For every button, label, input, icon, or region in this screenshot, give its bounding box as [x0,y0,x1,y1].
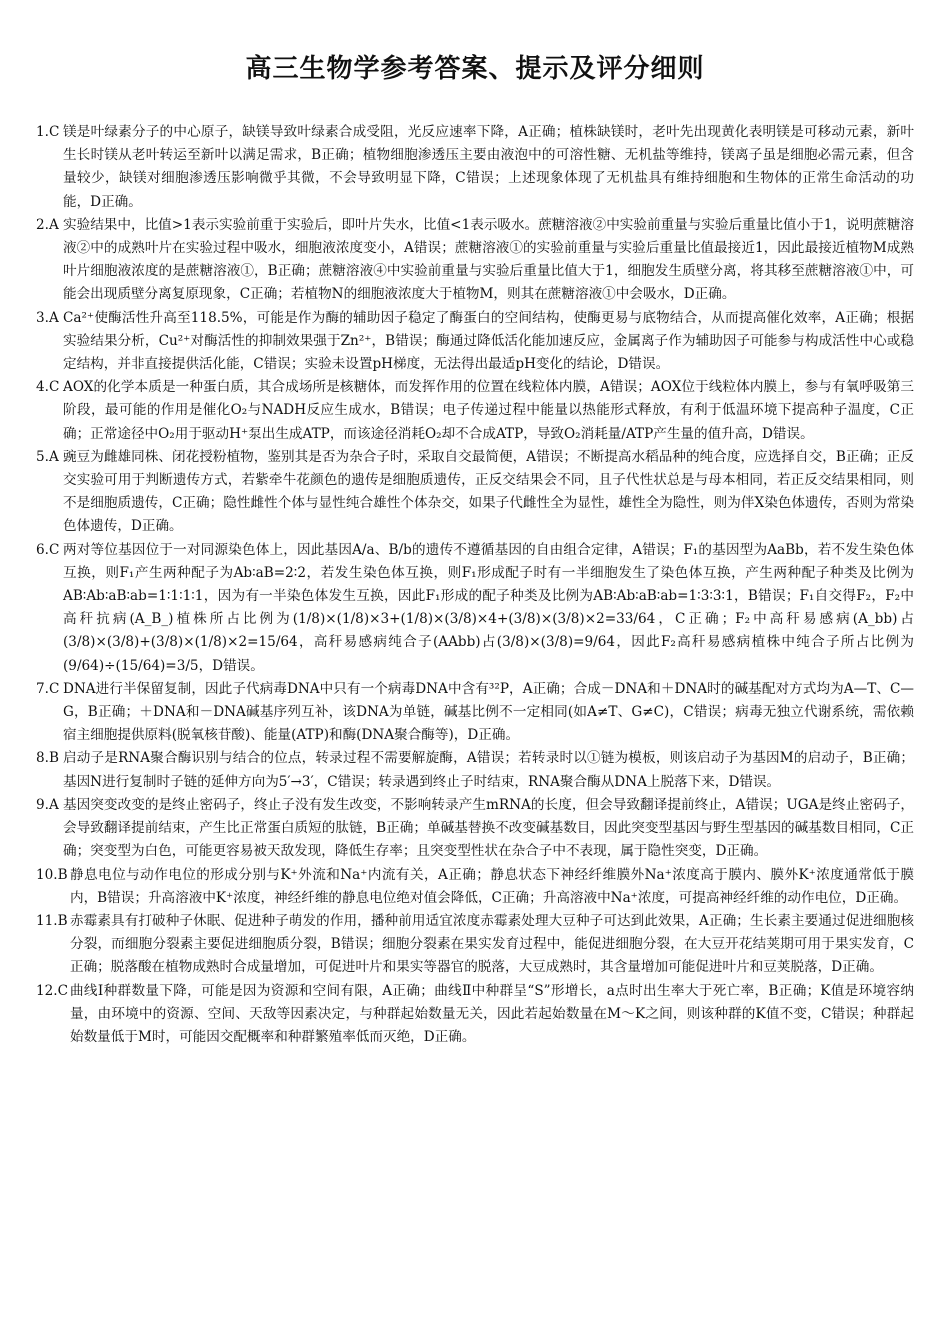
answer-item [36,794,914,864]
answer-explanation: 两对等位基因位于一对同源染色体上，因此基因A/a、B/b的遗传不遵循基因的自由组合定律，A错误；F₁的基因型为AaBb，若不发生染色体互换，则F₁产生两种配子为Ab∶aB=2∶2，若发生染色体互换，则F₁形成配子时有一半细胞发生了染色体互换，产生两种配子种类及比例为AB∶Ab∶aB∶ab=1∶1∶1∶1，因为有一半染色体发生互换，因此F₁形成的配子种类及比例为AB∶Ab∶aB∶ab=1∶3∶3∶1，B错误；F₁自交得F₂，F₂中高秆抗病(A_B_)植株所占比例为(1/8)×(1/8)×3+(1/8)×(3/8)×4+(3/8)×(3/8)×2=33/64，C正确；F₂中高秆易感病(A_bb)占(3/8)×(3/8)+(3/8)×(1/8)×2=15/64，高秆易感病纯合子(AAbb)占(3/8)×(3/8)=9/64，因此F₂高秆易感病植株中纯合子所占比例为(9/64)÷(15/64)=3/5，D错误。 [63,541,914,674]
page-title: 高三生物学参考答案、提示及评分细则 [245,54,705,84]
answer-item [36,864,914,910]
answer-item [36,307,914,377]
answer-item [36,678,914,748]
answer-item [36,121,914,214]
answer-item [36,747,914,793]
answer-number: 12.C [36,982,69,999]
answer-number: 6.C [36,541,60,558]
answer-explanation: 启动子是RNA聚合酶识别与结合的位点，转录过程不需要解旋酶，A错误；若转录时以①链为模板，则该启动子为基因M的启动子，B正确；基因N进行复制时子链的延伸方向为5′→3′，C错误；转录遇到终止子时结束，RNA聚合酶从DNA上脱落下来，D错误。 [63,750,914,790]
answer-item [36,539,914,678]
answer-number: 2.A [36,216,59,233]
answer-number: 4.C [36,379,60,396]
answer-item [36,910,914,980]
answer-number: 11.B [36,912,68,929]
answer-explanation: 实验结果中，比值>1表示实验前重于实验后，即叶片失水，比值<1表示吸水。蔗糖溶液②中实验前重量与实验后重量比值小于1，说明蔗糖溶液②中的成熟叶片在实验过程中吸水，细胞液浓度变小，A错误；蔗糖溶液①的实验前重量与实验后重量比值最接近1，因此最接近植物M成熟叶片细胞液浓度的是蔗糖溶液①，B正确；蔗糖溶液④中实验前重量与实验后重量比值大于1，细胞发生质壁分离，将其移至蔗糖溶液①中，可能会出现质壁分离复原现象，C正确；若植物N的细胞液浓度大于植物M，则其在蔗糖溶液①中会吸水，D正确。 [63,216,914,303]
answer-item [36,376,914,446]
answer-explanation: AOX的化学本质是一种蛋白质，其合成场所是核糖体，而发挥作用的位置在线粒体内膜，A错误；AOX位于线粒体内膜上，参与有氧呼吸第三阶段，最可能的作用是催化O₂与NADH反应生成水，B错误；电子传递过程中能量以热能形式释放，有利于低温环境下提高种子温度，C正确；正常途径中O₂用于驱动H⁺泵出生成ATP，而该途径消耗O₂却不合成ATP，导致O₂消耗量/ATP产生量的值升高，D错误。 [63,379,914,442]
answer-explanation: 静息电位与动作电位的形成分别与K⁺外流和Na⁺内流有关，A正确；静息状态下神经纤维膜外Na⁺浓度高于膜内、膜外K⁺浓度通常低于膜内，B错误；升高溶液中K⁺浓度，神经纤维的静息电位绝对值会降低，C正确；升高溶液中Na⁺浓度，可提高神经纤维的动作电位，D正确。 [70,866,914,906]
answer-list [36,121,914,1049]
answer-explanation: Ca²⁺使酶活性升高至118.5%，可能是作为酶的辅助因子稳定了酶蛋白的空间结构，使酶更易与底物结合，从而提高催化效率，A正确；根据实验结果分析，Cu²⁺对酶活性的抑制效果强于Zn²⁺，B错误；酶通过降低活化能加速反应，金属离子作为辅助因子可能参与构成活性中心或稳定结构，并非直接提供活化能，C错误；实验未设置pH梯度，无法得出最适pH变化的结论，D错误。 [63,309,914,373]
answer-number: 5.A [36,448,59,465]
answer-number: 8.B [36,750,59,767]
answer-item [36,980,914,1050]
answer-number: 3.A [36,309,59,326]
answer-explanation: 基因突变改变的是终止密码子，终止子没有发生改变，不影响转录产生mRNA的长度，但会导致翻译提前终止，A错误；UGA是终止密码子，会导致翻译提前结束，产生比正常蛋白质短的肽链，B正确；单碱基替换不改变碱基数目，因此突变型基因与野生型基因的碱基数目相同，C正确；突变型为白色，可能更容易被天敌发现，降低生存率；且突变型性状在杂合子中不表现，属于隐性突变，D正确。 [63,796,914,860]
answer-number: 9.A [36,796,59,813]
answer-number: 1.C [36,124,60,140]
answer-explanation: 豌豆为雌雄同株、闭花授粉植物，鉴别其是否为杂合子时，采取自交最简便，A错误；不断提高水稻品种的纯合度，应选择自交，B正确；正反交实验可用于判断遗传方式，若紫牵牛花颜色的遗传是细胞质遗传，正反交结果会不同，且子代性状总是与母本相同，若正反交结果相同，则不是细胞质遗传，C正确；隐性雌性个体与显性纯合雄性个体杂交，如果子代雌性全为显性，雄性全为隐性，则为伴X染色体遗传，否则为常染色体遗传，D正确。 [63,448,914,535]
answer-explanation: 赤霉素具有打破种子休眠、促进种子萌发的作用，播种前用适宜浓度赤霉素处理大豆种子可达到此效果，A正确；生长素主要通过促进细胞核分裂，而细胞分裂素主要促进细胞质分裂，B错误；细胞分裂素在果实发育过程中，能促进细胞分裂，在大豆开花结荚期可用于果实发育，C正确；脱落酸在植物成熟时合成量增加，可促进叶片和果实等器官的脱落，大豆成熟时，其含量增加可能促进叶片和豆荚脱落，D正确。 [70,912,914,976]
answer-item [36,446,914,539]
answer-number: 7.C [36,680,60,697]
answer-item [36,214,914,307]
answer-explanation: DNA进行半保留复制，因此子代病毒DNA中只有一个病毒DNA中含有³²P，A正确；合成－DNA和＋DNA时的碱基配对方式均为A—T、C—G，B正确；＋DNA和－DNA碱基序列互补，该DNA为单链，碱基比例不一定相同(如A≠T、G≠C)，C错误；病毒无独立代谢系统，需依赖宿主细胞提供原料(脱氧核苷酸)、能量(ATP)和酶(DNA聚合酶等)，D正确。 [63,680,914,744]
answer-explanation: 曲线Ⅰ种群数量下降，可能是因为资源和空间有限，A正确；曲线Ⅱ中种群呈“S”形增长，a点时出生率大于死亡率，B正确；K值是环境容纳量，由环境中的资源、空间、天敌等因素决定，与种群起始数量无关，因此若起始数量在M～K之间，则该种群的K值不变，C错误；种群起始数量低于M时，可能因交配概率和种群繁殖率低而灭绝，D正确。 [70,982,914,1045]
answer-explanation: 镁是叶绿素分子的中心原子，缺镁导致叶绿素合成受阻，光反应速率下降，A正确；植株缺镁时，老叶先出现黄化表明镁是可移动元素，新叶生长时镁从老叶转运至新叶以满足需求，B正确；植物细胞渗透压主要由液泡中的可溶性糖、无机盐等维持，镁离子虽是细胞必需元素，但含量较少，缺镁对细胞渗透压影响微乎其微，不会导致明显下降，C错误；上述现象体现了无机盐具有维持细胞和生物体的正常生命活动的功能，D正确。 [63,124,914,210]
answer-number: 10.B [36,866,68,883]
